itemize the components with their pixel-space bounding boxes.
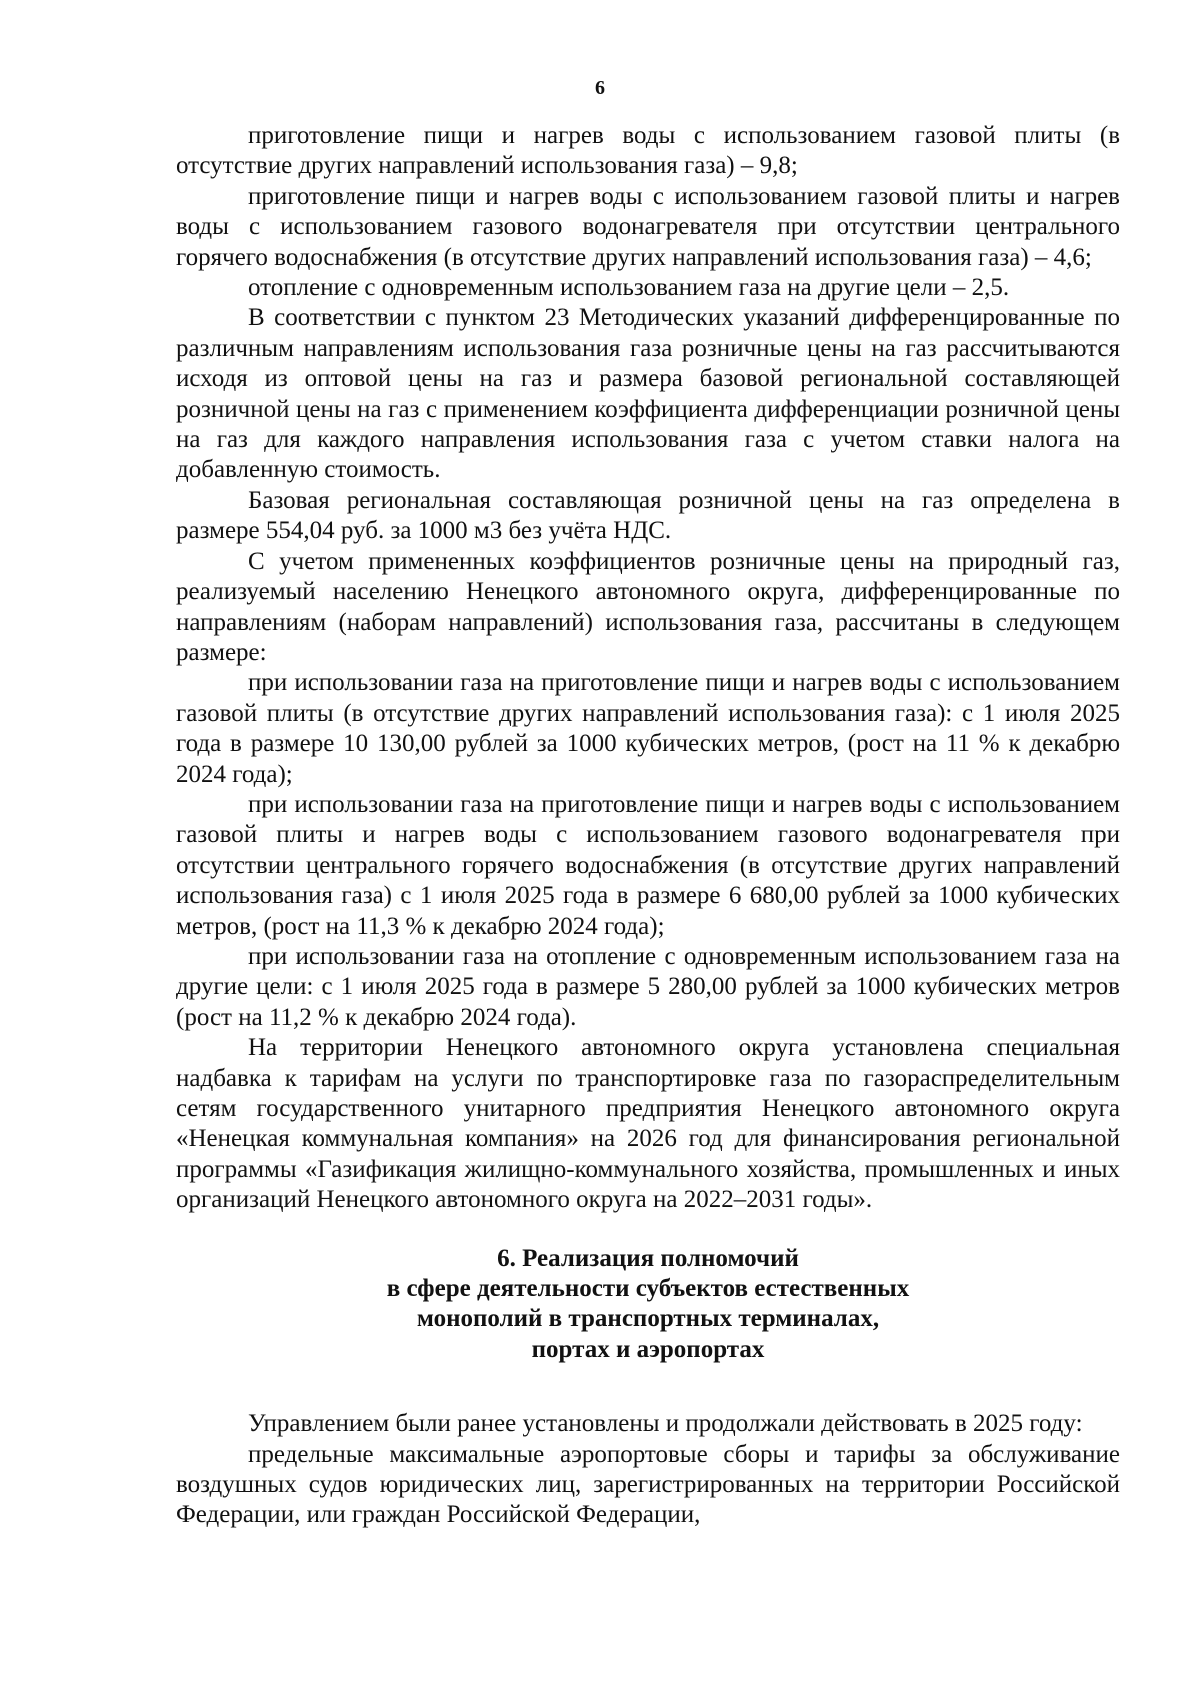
paragraph: отопление с одновременным использованием газа на другие цели – 2,5. — [248, 274, 1010, 302]
paragraph: С учетом примененных коэффициентов розничные цены на природный газ, реализуемый населению Ненецкого автономного округа, дифференцированные по направлениям (наборам направлений) использования газа, рассчитаны в следующем размере: — [176, 547, 1120, 666]
paragraph: приготовление пищи и нагрев воды с использованием газовой плиты (в отсутствие других направлений использования газа) – 9,8; — [176, 122, 1120, 180]
section-heading-line: в сфере деятельности субъектов естественных — [386, 1275, 910, 1303]
section-heading-line: 6. Реализация полномочий — [497, 1244, 799, 1272]
paragraph: Базовая региональная составляющая розничной цены на газ определена в размере 554,04 руб. за 1000 м3 без учёта НДС. — [176, 486, 1120, 545]
paragraph: На территории Ненецкого автономного округа установлена специальная надбавка к тарифам на услуги по транспортировке газа по газораспределительным сетям государственного унитарного предприятия Ненецкого автономного округа «Ненецкая коммунальная компания» на 2026 год для финансирования региональной программы «Газификация жилищно-коммунального хозяйства, промышленных и иных организаций Ненецкого автономного округа на 2022–2031 годы». — [176, 1034, 1120, 1214]
paragraph: приготовление пищи и нагрев воды с использованием газовой плиты и нагрев воды с использованием газового водонагревателя при отсутствии центрального горячего водоснабжения (в отсутствие других направлений использования газа) – 4,6; — [176, 182, 1120, 271]
document-body — [176, 121, 1120, 1531]
paragraph: при использовании газа на приготовление пищи и нагрев воды с использованием газовой плиты (в отсутствие других направлений использования газа): с 1 июля 2025 года в размере 10 130,00 рублей за 1000 кубических метров, (рост на 11 % к декабрю 2024 года); — [176, 669, 1120, 788]
paragraph: Управлением были ранее установлены и продолжали действовать в 2025 году: — [248, 1410, 1083, 1438]
section-heading-line: монополий в транспортных терминалах, — [416, 1305, 880, 1333]
page-number: 6 — [595, 77, 605, 99]
paragraph: В соответствии с пунктом 23 Методических указаний дифференцированные по различным направлениям использования газа розничные цены на газ рассчитываются исходя из оптовой цены на газ и размера базовой региональной составляющей розничной цены на газ с применением коэффициента дифференциации розничной цены на газ для каждого направления использования газа с учетом ставки налога на добавленную стоимость. — [176, 304, 1120, 484]
section-heading — [176, 1244, 1120, 1366]
paragraph: при использовании газа на приготовление пищи и нагрев воды с использованием газовой плиты и нагрев воды с использованием газового водонагревателя при отсутствии центрального горячего водоснабжения (в отсутствие других направлений использования газа) с 1 июля 2025 года в размере 6 680,00 рублей за 1000 кубических метров, (рост на 11,3 % к декабрю 2024 года); — [176, 790, 1120, 940]
section-heading-line: портах и аэропортах — [531, 1335, 765, 1363]
paragraph: предельные максимальные аэропортовые сборы и тарифы за обслуживание воздушных судов юридических лиц, зарегистрированных на территории Российской Федерации, или граждан Российской Федерации, — [176, 1440, 1120, 1529]
paragraph: при использовании газа на отопление с одновременным использованием газа на другие цели: с 1 июля 2025 года в размере 5 280,00 рублей за 1000 кубических метров (рост на 11,2 % к декабрю 2024 года). — [176, 942, 1120, 1031]
